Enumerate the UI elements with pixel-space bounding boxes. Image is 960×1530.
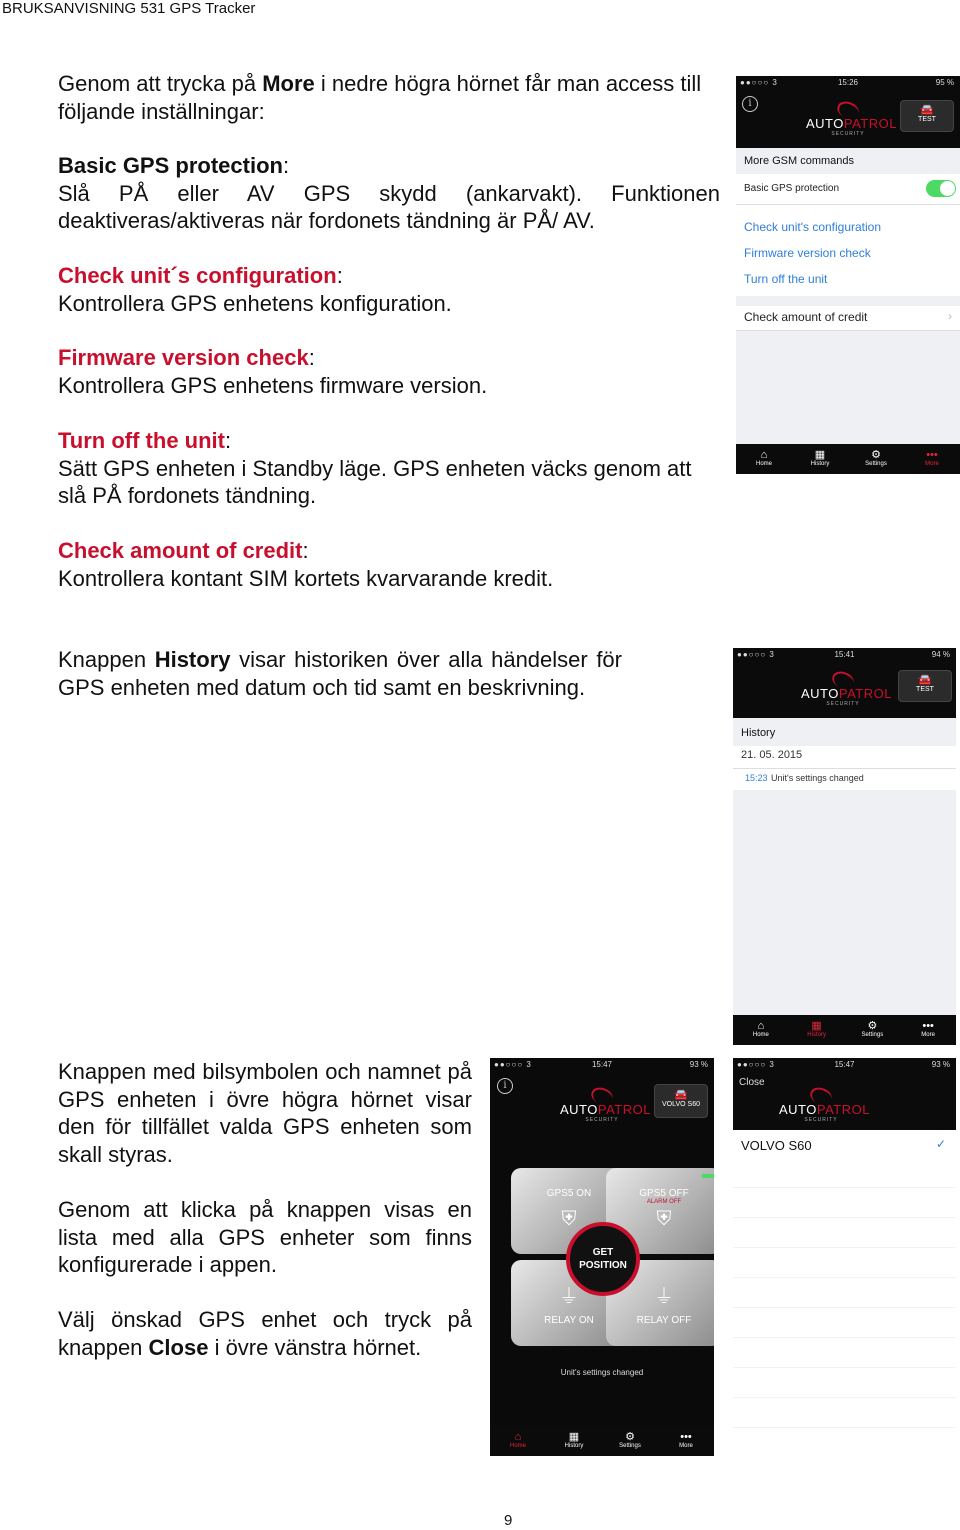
chevron-right-icon: › — [948, 309, 952, 323]
history-entry[interactable] — [733, 770, 956, 790]
car-icon: 🚘 — [674, 1089, 688, 1101]
gear-icon: ⚙ — [867, 1020, 878, 1032]
close-bold: Close — [148, 1334, 209, 1360]
vehicle-select-button[interactable] — [898, 670, 952, 702]
section-header-label: More GSM commands — [744, 155, 855, 167]
item-colon: : — [336, 263, 343, 288]
close-text-end: i övre vänstra hörnet. — [208, 1334, 422, 1360]
item-colon: : — [282, 153, 290, 178]
gear-icon: ⚙ — [625, 1431, 635, 1443]
status-bar — [736, 76, 960, 90]
entry-time: 15:23 — [745, 773, 768, 783]
status-time: 15:26 — [837, 78, 859, 87]
history-bold: History — [154, 647, 231, 672]
item-desc: Sätt GPS enheten i Standby läge. GPS enheten väcks genom att slå PÅ fordonets tändning. — [58, 455, 692, 508]
item-desc: Kontrollera GPS enhetens konfiguration. — [58, 290, 452, 316]
home-icon: ⌂ — [757, 1020, 765, 1032]
home-icon: ⌂ — [760, 449, 768, 461]
signal-indicator: ●●○○○ 3 — [737, 650, 775, 659]
home-icon: ⌂ — [514, 1431, 522, 1443]
info-icon[interactable]: i — [742, 96, 758, 112]
car-icon: 🚘 — [918, 674, 932, 686]
section-header — [736, 148, 960, 174]
item-colon: : — [308, 345, 315, 370]
battery-indicator: 95 % — [935, 78, 954, 87]
intro-more-bold: More — [262, 71, 315, 96]
credit-label: Check amount of credit — [744, 310, 868, 324]
intro-text-end: i nedre högra hörnet får man access till följande inställningar: — [58, 71, 702, 124]
autopatrol-logo: AUTOPATROL SECURITY — [560, 1088, 644, 1123]
status-time: 15:41 — [834, 650, 855, 659]
item-desc: Kontrollera GPS enhetens firmware version. — [58, 372, 488, 398]
screenshot-more-menu — [736, 76, 960, 474]
item-basic-gps — [58, 152, 720, 235]
more-icon: ••• — [680, 1431, 692, 1443]
history-paragraph — [58, 646, 622, 701]
relay-on-label: RELAY ON — [544, 1315, 594, 1326]
item-desc: Kontrollera kontant SIM kortets kvarvarande kredit. — [58, 565, 554, 591]
spacer — [736, 204, 960, 214]
more-icon: ••• — [926, 449, 938, 461]
battery-indicator: 94 % — [931, 650, 950, 659]
history-date: 21. 05. 2015 — [741, 749, 803, 761]
nav-history[interactable]: ▦ History — [792, 444, 848, 474]
vehicle-name: TEST — [916, 686, 934, 693]
battery-indicator: 93 % — [689, 1060, 708, 1069]
vehicle-select-button[interactable] — [900, 100, 954, 132]
vehicle-name: VOLVO S60 — [661, 1101, 700, 1108]
page-number: 9 — [504, 1512, 513, 1529]
empty-area — [736, 331, 960, 444]
vehicle-list-item[interactable] — [733, 1130, 956, 1159]
status-time: 15:47 — [591, 1060, 613, 1069]
item-check-config — [58, 262, 720, 317]
vehicle-name: TEST — [918, 116, 936, 123]
app-header — [736, 76, 960, 148]
item-title: Check amount of credit — [58, 538, 303, 563]
item-title: Firmware version check — [58, 345, 309, 370]
item-desc: Slå PÅ eller AV GPS skydd (ankarvakt). Funktionen deaktiveras/aktiveras när fordonets tändning är PÅ/ AV. — [58, 180, 720, 233]
nav-home[interactable]: ⌂ Home — [490, 1426, 546, 1456]
status-bar — [733, 1058, 956, 1072]
calendar-icon: ▦ — [568, 1431, 580, 1443]
bottom-nav — [733, 1015, 956, 1045]
bottom-nav — [736, 444, 960, 474]
nav-settings[interactable]: ⚙ Settings — [845, 1015, 901, 1045]
status-bar — [490, 1058, 714, 1072]
more-icon: ••• — [922, 1020, 934, 1032]
nav-more[interactable]: ••• More — [904, 444, 960, 474]
gps-on-label: GPS5 ON — [546, 1188, 592, 1199]
screenshot-vehicle-list — [733, 1058, 956, 1456]
link-turn-off[interactable]: Turn off the unit — [744, 272, 828, 286]
signal-indicator: ●●○○○ 3 — [494, 1060, 532, 1069]
empty-area — [733, 790, 956, 1015]
spacer — [736, 296, 960, 306]
list-paragraph: Genom att klicka på knappen visas en lista med alla GPS enheter som finns konfigurerade i appen. — [58, 1197, 472, 1277]
credit-row[interactable] — [736, 306, 960, 331]
status-message: Unit's settings changed — [560, 1368, 644, 1377]
vehicle-select-button[interactable] — [654, 1084, 708, 1118]
close-button[interactable]: Close — [739, 1077, 765, 1088]
item-firmware — [58, 344, 720, 399]
item-credit — [58, 537, 720, 592]
basic-gps-toggle-row — [736, 174, 960, 205]
checkmark-icon: ✓ — [935, 1137, 946, 1151]
document-header: BRUKSANVISNING 531 GPS Tracker — [2, 0, 256, 17]
section-header — [733, 718, 956, 746]
nav-history[interactable]: ▦ History — [546, 1426, 602, 1456]
plug-off-icon: ⏚ — [654, 1286, 674, 1308]
get-position-button[interactable] — [566, 1222, 640, 1296]
get-position-label-1: GET — [592, 1247, 614, 1258]
entry-text: Unit's settings changed — [771, 773, 864, 783]
toggle-knob — [940, 181, 955, 196]
bottom-nav — [490, 1426, 714, 1456]
basic-gps-toggle[interactable] — [926, 180, 956, 197]
link-firmware-check[interactable]: Firmware version check — [744, 246, 871, 260]
car-icon: 🚘 — [920, 104, 934, 116]
close-paragraph — [58, 1306, 472, 1361]
app-header — [733, 1058, 956, 1130]
status-bar — [733, 648, 956, 662]
date-row — [733, 746, 956, 769]
gps-off-label: GPS5 OFF — [639, 1188, 689, 1199]
signal-indicator: ●●○○○ 3 — [737, 1060, 775, 1069]
alarm-off-label: ALARM OFF — [646, 1199, 682, 1205]
nav-more[interactable]: ••• More — [900, 1015, 956, 1045]
toggle-label: Basic GPS protection — [744, 183, 840, 194]
link-check-config[interactable]: Check unit's configuration — [744, 220, 882, 234]
info-icon[interactable]: i — [497, 1078, 513, 1094]
autopatrol-logo: AUTOPATROL SECURITY — [801, 672, 885, 707]
vehicle-item-label: VOLVO S60 — [741, 1138, 812, 1153]
item-turn-off — [58, 427, 720, 510]
screenshot-history — [733, 648, 956, 1045]
nav-home[interactable]: ⌂ Home — [736, 444, 792, 474]
shield-check-icon: ⛨ — [561, 1208, 577, 1230]
battery-indicator: 93 % — [931, 1060, 950, 1069]
intro-paragraph — [58, 70, 720, 125]
calendar-icon: ▦ — [814, 449, 826, 461]
car-button-paragraph: Knappen med bilsymbolen och namnet på GPS enheten i övre högra hörnet visar den för tillfället valda GPS enheten som skall styras. — [58, 1059, 472, 1167]
nav-settings[interactable]: ⚙ Settings — [602, 1426, 658, 1456]
nav-history[interactable]: ▦ History — [789, 1015, 845, 1045]
item-colon: : — [302, 538, 309, 563]
close-text: Välj önskad GPS enhet och tryck på knappen — [58, 1307, 472, 1360]
nav-more[interactable]: ••• More — [658, 1426, 714, 1456]
plug-icon: ⏚ — [559, 1286, 579, 1308]
empty-list-area — [733, 1158, 956, 1456]
item-title: Check unit´s configuration — [58, 263, 337, 288]
relay-off-label: RELAY OFF — [636, 1315, 692, 1326]
status-time: 15:47 — [834, 1060, 855, 1069]
app-header — [733, 648, 956, 718]
autopatrol-logo: AUTOPATROL SECURITY — [779, 1088, 863, 1123]
item-title: Basic GPS protection — [58, 153, 283, 178]
nav-settings[interactable]: ⚙ Settings — [848, 444, 904, 474]
calendar-icon: ▦ — [811, 1020, 822, 1032]
history-text: Knappen — [58, 647, 155, 672]
shield-x-icon: ⛨ — [656, 1208, 672, 1230]
item-title: Turn off the unit — [58, 428, 225, 453]
nav-home[interactable]: ⌂ Home — [733, 1015, 789, 1045]
history-text-end: visar historiken över alla händelser för GPS enheten med datum och tid samt en beskrivning. — [58, 647, 622, 700]
screenshot-home — [490, 1058, 714, 1456]
signal-indicator: ●●○○○ 3 — [740, 78, 778, 87]
section-header-label: History — [741, 727, 776, 739]
gear-icon: ⚙ — [871, 449, 881, 461]
item-colon: : — [225, 428, 232, 453]
active-indicator — [702, 1174, 714, 1178]
get-position-label-2: POSITION — [579, 1260, 627, 1271]
intro-text: Genom att trycka på — [58, 71, 263, 96]
autopatrol-logo: AUTOPATROL SECURITY — [806, 102, 890, 137]
